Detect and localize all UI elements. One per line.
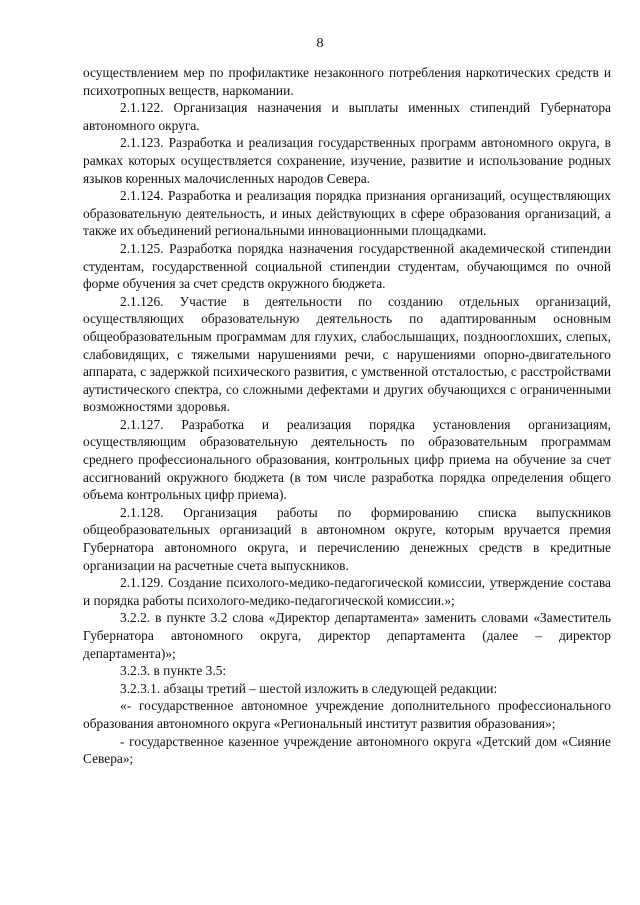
paragraph: 2.1.124. Разработка и реализация порядка признания организаций, осуществляющих образовательную деятельность, и иных действующих в сфере образования организаций, а также их объединений региональными инновационными площадками. — [83, 188, 611, 239]
paragraph: 2.1.129. Создание психолого-медико-педагогической комиссии, утверждение состава и порядка работы психолого-медико-педагогической комиссии.»; — [83, 575, 611, 608]
paragraph: - государственное казенное учреждение автономного округа «Детский дом «Сияние Севера»; — [83, 733, 611, 767]
paragraph: 3.2.3.1. абзацы третий – шестой изложить в следующей редакции: — [120, 680, 498, 696]
paragraph: 2.1.127. Разработка и реализация порядка установления организациям, осуществляющим образовательную деятельность по образовательным программам среднего профессионального образования, контрольных цифр приема на обучение за счет ассигнований окружного бюджета (в том числе разработка порядка определения общего объема контрольных цифр приема). — [83, 416, 611, 503]
paragraph: «- государственное автономное учреждение дополнительного профессионального образования автономного округа «Региональный институт развития образования»; — [83, 698, 611, 731]
paragraph: 2.1.126. Участие в деятельности по созданию отдельных организаций, осуществляющих образовательную деятельность по адаптированным основным общеобразовательным программам для глухих, слабослышащих, позднооглохших, слепых, слабовидящих, с тяжелыми нарушениями речи, с нарушениями опорно-двигательного аппарата, с задержкой психического развития, с умственной отсталостью, с расстройствами аутистического спектра, со сложными дефектами и других обучающихся с ограниченными возможностями здоровья. — [83, 293, 611, 415]
paragraph: 3.2.2. в пункте 3.2 слова «Директор департамента» заменить словами «Заместитель Губернатора автономного округа, директор департамента (далее – директор департамента)»; — [83, 610, 611, 661]
document-body — [83, 64, 611, 768]
page-number: 8 — [316, 36, 324, 51]
paragraph: 2.1.123. Разработка и реализация государственных программ автономного округа, в рамках которых осуществляется сохранение, изучение, развитие и использование родных языков коренных малочисленных народов Севера. — [83, 135, 611, 186]
paragraph: 3.2.3. в пункте 3.5: — [120, 663, 227, 679]
paragraph: осуществлением мер по профилактике незаконного потребления наркотических средств и психотропных веществ, наркомании. — [83, 65, 611, 98]
paragraph: 2.1.122. Организация назначения и выплаты именных стипендий Губернатора автономного округа. — [83, 100, 611, 133]
paragraph: 2.1.128. Организация работы по формированию списка выпускников общеобразовательных организаций в автономном округе, которым вручается премия Губернатора автономного округа, и перечислению денежных средств в кредитные организации на расчетные счета выпускников. — [83, 504, 611, 573]
paragraph: 2.1.125. Разработка порядка назначения государственной академической стипендии студентам, государственной социальной стипендии студентам, обучающимся по очной форме обучения за счет средств окружного бюджета. — [83, 240, 611, 292]
